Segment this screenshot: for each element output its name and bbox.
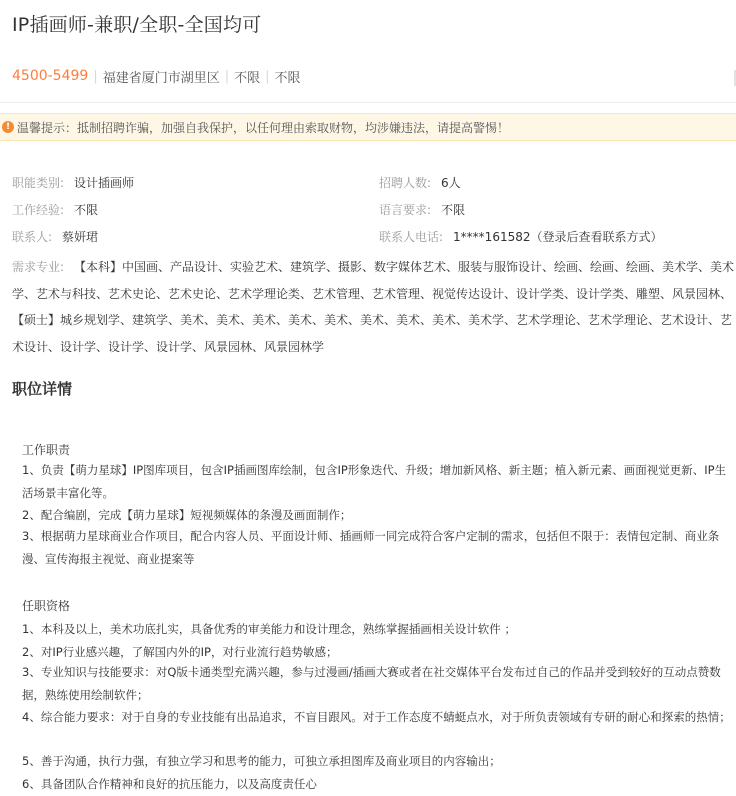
duty-item: 1、负责【萌力星球】IP图库项目，包含IP插画图库绘制，包含IP形象迭代、升级；增加新风格、新主题；植入新元素、画面视觉更新、IP生活场景丰富化等。 <box>22 463 727 500</box>
meta-separator: | <box>93 68 98 84</box>
qualification-item: 5、善于沟通，执行力强，有独立学习和思考的能力，可独立承担图库及商业项目的内容输出； <box>22 754 501 768</box>
qualification-item: 6、具备团队合作精神和良好的抗压能力，以及高度责任心 <box>22 777 317 791</box>
job-location: 福建省厦门市湖里区 <box>102 70 220 86</box>
phone-value: 1****161582（登录后查看联系方式） <box>453 229 663 244</box>
info-experience <box>12 199 98 219</box>
duties-heading: 工作职责 <box>22 443 71 457</box>
info-headcount <box>379 172 461 192</box>
qualification-item: 2、对IP行业感兴趣，了解国内外的IP，对行业流行趋势敏感； <box>22 645 338 659</box>
category-value: 设计插画师 <box>74 175 135 190</box>
phone-label: 联系人电话: <box>379 229 444 244</box>
major-label: 需求专业: <box>12 260 65 274</box>
fraud-warning-banner <box>0 113 736 141</box>
job-title: IP插画师-兼职/全职-全国均可 <box>12 14 262 36</box>
info-language <box>379 199 465 219</box>
contact-label: 联系人: <box>12 229 53 244</box>
salary: 4500-5499 <box>12 68 89 84</box>
duty-item: 3、根据萌力星球商业合作项目，配合内容人员、平面设计师、插画师一同完成符合客户定制的需求，包括但不限于：表情包定制、商业条漫、宣传海报主视觉、商业提案等 <box>22 529 720 566</box>
info-phone <box>379 226 663 246</box>
headcount-label: 招聘人数: <box>379 175 432 190</box>
experience-value: 不限 <box>74 202 99 217</box>
language-label: 语言要求: <box>379 202 432 217</box>
qualifications-heading: 任职资格 <box>22 599 71 613</box>
required-majors <box>12 254 736 360</box>
header-divider <box>0 102 736 103</box>
major-value: 【本科】中国画、产品设计、实验艺术、建筑学、摄影、数字媒体艺术、服装与服饰设计、绘画、绘画、绘画、美术学、美术学、艺术与科技、艺术史论、艺术史论、艺术学理论类、艺术管理、艺术管理、视觉传达设计、设计学类、设计学类、雕塑、风景园林、【硕士】城乡规划学、建筑学、美术、美术、美术、美术、美术、美术、美术、美术、美术学、艺术学理论、艺术学理论、艺术设计、艺术设计、设计学、设计学、设计学、风景园林、风景园林学 <box>12 260 735 354</box>
education-tag: 不限 <box>274 70 301 86</box>
qualification-item: 3、专业知识与技能要求：对Q版卡通类型充满兴趣，参与过漫画/插画大赛或者在社交媒体平台发布过自己的作品并受到较好的互动点赞数据，熟练使用绘制软件； <box>22 665 721 702</box>
qualification-item: 4、综合能力要求：对于自身的专业技能有出品追求，不盲目跟风。对于工作态度不蜻蜓点水，对于所负责领域有专研的耐心和探索的热情； <box>22 710 731 724</box>
meta-separator: | <box>224 68 230 84</box>
headcount-value: 6人 <box>441 175 461 190</box>
experience-tag: 不限 <box>234 70 261 86</box>
section-title-job-details: 职位详情 <box>12 380 73 398</box>
warning-icon: ! <box>2 121 14 133</box>
info-contact <box>12 226 98 246</box>
contact-value: 蔡妍珺 <box>62 229 99 244</box>
meta-separator: | <box>265 68 270 84</box>
language-value: 不限 <box>441 202 466 217</box>
qualification-item: 1、本科及以上，美术功底扎实，具备优秀的审美能力和设计理念，熟练掌握插画相关设计软件 ； <box>22 622 516 636</box>
duty-item: 2、配合编剧，完成【萌力星球】短视频媒体的条漫及画面制作； <box>22 508 352 522</box>
warning-text: 温馨提示：抵制招聘诈骗，加强自我保护，以任何理由索取财物，均涉嫌违法，请提高警惕！ <box>17 120 510 135</box>
job-meta <box>12 66 301 86</box>
category-label: 职能类别: <box>12 175 65 190</box>
experience-label: 工作经验: <box>12 202 65 217</box>
info-category <box>12 172 134 192</box>
